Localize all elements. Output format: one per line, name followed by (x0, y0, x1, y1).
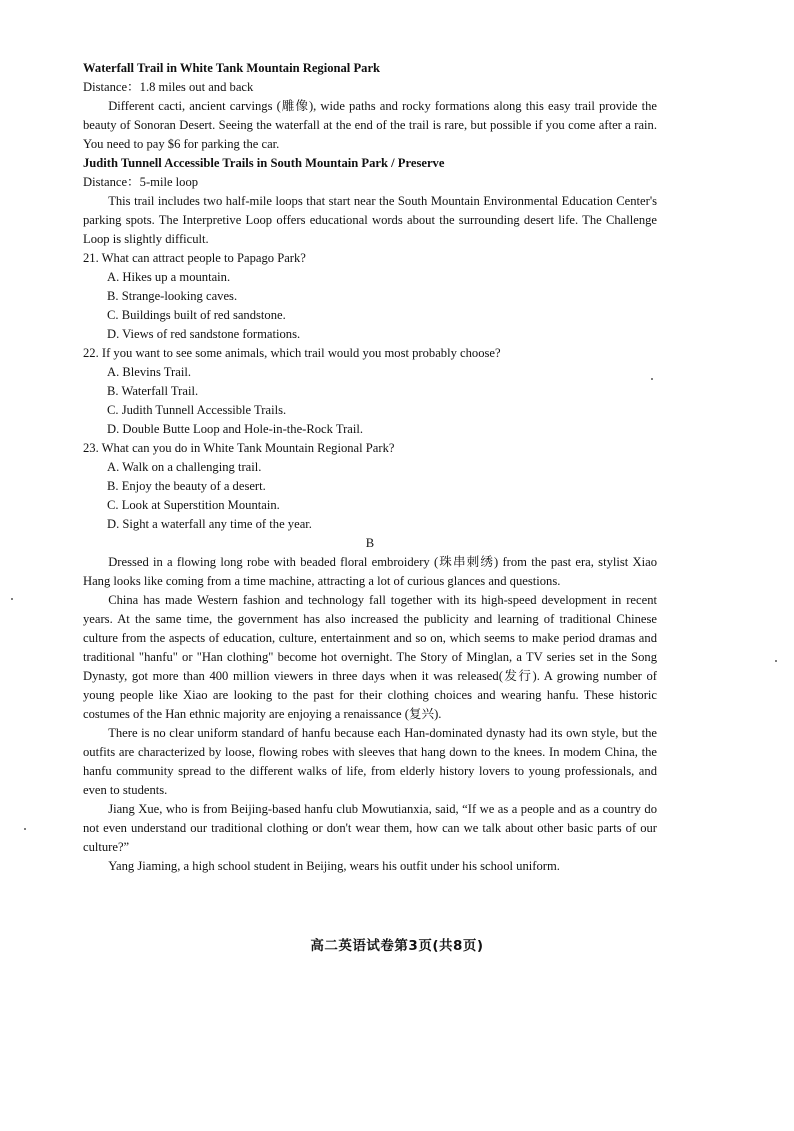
scan-speck (651, 378, 653, 380)
option-list (83, 268, 657, 344)
question-stem: 23. What can you do in White Tank Mountain Regional Park? (83, 441, 395, 455)
option-a: A. Walk on a challenging trail. (107, 460, 262, 474)
trail-distance: Distance：1.8 miles out and back (83, 80, 254, 94)
option-d: D. Views of red sandstone formations. (107, 327, 301, 341)
question-stem: 21. What can attract people to Papago Park? (83, 251, 306, 265)
passage-b (83, 534, 657, 876)
option-c: C. Look at Superstition Mountain. (107, 498, 280, 512)
option-b: B. Waterfall Trail. (107, 384, 199, 398)
option-d: D. Sight a waterfall any time of the year. (107, 517, 312, 531)
option-c: C. Judith Tunnell Accessible Trails. (107, 403, 287, 417)
option-d: D. Double Butte Loop and Hole-in-the-Rock Trail. (107, 422, 364, 436)
trail-description: This trail includes two half-mile loops that start near the South Mountain Environmental Education Center's parking spots. The Interpretive Loop offers educational words about the surrounding desert life. The Challenge Loop is slightly difficult. (83, 194, 657, 246)
question-stem: 22. If you want to see some animals, which trail would you most probably choose? (83, 346, 501, 360)
trail-title: Judith Tunnell Accessible Trails in South Mountain Park / Preserve (83, 156, 445, 170)
passage-paragraph: There is no clear uniform standard of hanfu because each Han-dominated dynasty had its own style, but the outfits are characterized by loose, flowing robes with sleeves that hang down to the knees. In modem China, the hanfu community spread to the different walks of life, from elderly history lovers to young professionals, and even to students. (83, 726, 657, 797)
question-21 (83, 249, 657, 344)
option-a: A. Blevins Trail. (107, 365, 191, 379)
option-a: A. Hikes up a mountain. (107, 270, 231, 284)
option-list (83, 363, 657, 439)
passage-paragraph: Dressed in a flowing long robe with beaded floral embroidery (珠串刺绣) from the past era, stylist Xiao Hang looks like coming from a time machine, attracting a lot of curious glances and questions. (83, 555, 657, 588)
option-b: B. Enjoy the beauty of a desert. (107, 479, 266, 493)
trail-title: Waterfall Trail in White Tank Mountain Regional Park (83, 61, 381, 75)
question-22 (83, 344, 657, 439)
question-23 (83, 439, 657, 534)
option-c: C. Buildings built of red sandstone. (107, 308, 286, 322)
trail-description: Different cacti, ancient carvings (雕像), wide paths and rocky formations along this easy trail provide the beauty of Sonoran Desert. Seeing the waterfall at the end of the trail is rare, but possible if you come after a rain. You need to pay $6 for parking the car. (83, 99, 657, 151)
option-list (83, 458, 657, 534)
passage-paragraph: China has made Western fashion and technology fall together with its high-speed development in recent years. At the same time, the government has also increased the publicity and learning of traditional Chinese culture from the aspects of education, culture, entertainment and so on, which seems to make period dramas and traditional "hanfu" or "Han clothing" become hot overnight. The Story of Minglan, a TV series set in the Song Dynasty, got more than 400 million viewers in three days when it was released(发行). A growing number of young people like Xiao are looking to the past for their clothing choices and wearing hanfu. These historic costumes of the Han ethnic majority are enjoying a renaissance (复兴). (83, 593, 657, 721)
page-footer: 高二英语试卷第3页(共8页) (310, 938, 484, 954)
passage-paragraph: Yang Jiaming, a high school student in Beijing, wears his outfit under his school uniform. (108, 859, 560, 873)
scan-speck (24, 828, 26, 830)
trail-distance: Distance：5-mile loop (83, 175, 199, 189)
section-letter: B (365, 536, 375, 550)
scan-speck (11, 598, 13, 600)
scan-speck (775, 660, 777, 662)
passage-paragraph: Jiang Xue, who is from Beijing-based hanfu club Mowutianxia, said, “If we as a people and as a country do not even understand our traditional clothing or don't wear them, how can we talk about other basic parts of our culture?” (83, 802, 657, 854)
trail-judith (83, 154, 657, 249)
trail-waterfall (83, 59, 657, 154)
option-b: B. Strange-looking caves. (107, 289, 238, 303)
